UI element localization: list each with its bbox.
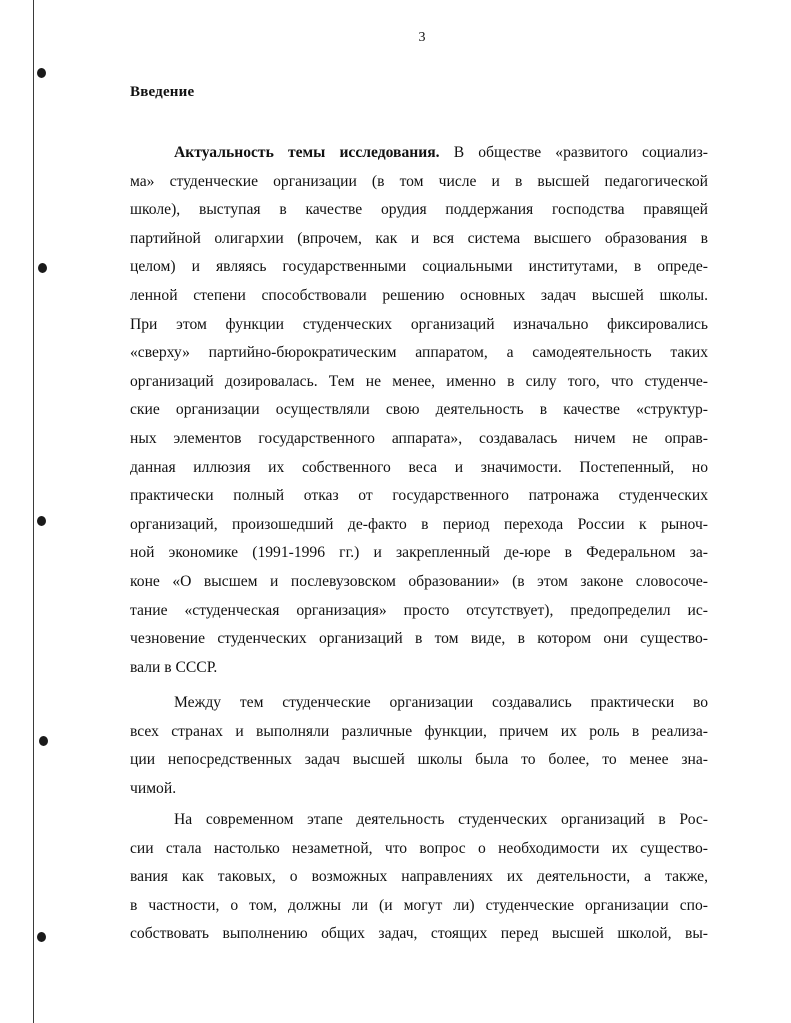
paragraph-international: [130, 689, 708, 803]
paragraph-line: чезновение студенческих организаций в том виде, в котором они существо-: [130, 630, 708, 648]
binder-hole-mark: [37, 932, 46, 942]
paragraph-lead: Актуальность темы исследования.: [174, 144, 440, 161]
page-number: 3: [418, 30, 426, 45]
paragraph-line: всех странах и выполняли различные функции, причем их роль в реализа-: [130, 722, 708, 740]
paragraph-line: коне «О высшем и послевузовском образовании» (в этом законе словосоче-: [130, 572, 708, 590]
paragraph-line: собствовать выполнению общих задач, стоящих перед высшей школой, вы-: [130, 925, 708, 943]
binder-hole-mark: [38, 263, 47, 273]
paragraph-line: вания как таковых, о возможных направлениях их деятельности, а также,: [130, 868, 708, 886]
paragraph-line: практически полный отказ от государственного патронажа студенческих: [130, 487, 708, 505]
paragraph-line: организаций дозировалась. Тем не менее, именно в силу того, что студенче-: [130, 372, 708, 390]
paragraph-line: ной экономике (1991-1996 гг.) и закрепленный де-юре в Федеральном за-: [130, 544, 708, 562]
paragraph-line: тание «студенческая организация» просто отсутствует), предопределил ис-: [130, 601, 708, 619]
paragraph-line: «сверху» партийно-бюрократическим аппаратом, а самодеятельность таких: [130, 344, 708, 362]
paragraph-line: При этом функции студенческих организаций изначально фиксировались: [130, 315, 708, 333]
paragraph-line: ские организации осуществляли свою деятельность в качестве «структур-: [130, 401, 708, 419]
paragraph-line: школе), выступая в качестве орудия поддержания господства правящей: [130, 201, 708, 219]
paragraph-line: чимой.: [130, 779, 177, 797]
paragraph-relevance: [130, 139, 708, 682]
paragraph-line: ма» студенческие организации (в том числе и в высшей педагогической: [130, 172, 708, 190]
paragraph-line: Актуальность темы исследования. В обществе «развитого социализ-: [174, 144, 708, 161]
paragraph-line: ленной степени способствовали решению основных задач высшей школы.: [130, 286, 708, 304]
section-heading: Введение: [130, 84, 195, 100]
paragraph-line: целом) и являясь государственными социальными институтами, в опреде-: [130, 258, 708, 276]
scan-edge-line: [33, 0, 34, 1023]
paragraph-current-stage: [130, 806, 708, 949]
paragraph-line: данная иллюзия их собственного веса и значимости. Постепенный, но: [130, 458, 708, 476]
paragraph-line: Между тем студенческие организации создавались практически во: [174, 694, 708, 711]
binder-hole-mark: [39, 736, 48, 746]
binder-hole-mark: [37, 68, 46, 78]
paragraph-line: партийной олигархии (впрочем, как и вся система высшего образования в: [130, 229, 708, 247]
paragraph-line: ных элементов государственного аппарата», создавалась ничем не оправ-: [130, 429, 708, 447]
binder-hole-mark: [37, 516, 46, 526]
paragraph-line: в частности, о том, должны ли (и могут ли) студенческие организации спо-: [130, 896, 708, 914]
paragraph-line: вали в СССР.: [130, 658, 218, 676]
paragraph-line: организаций, произошедший де-факто в период перехода России к рыноч-: [130, 515, 708, 533]
paragraph-line: ции непосредственных задач высшей школы была то более, то менее зна-: [130, 751, 708, 769]
paragraph-line: сии стала настолько незаметной, что вопрос о необходимости их существо-: [130, 839, 708, 857]
paragraph-line: На современном этапе деятельность студенческих организаций в Рос-: [174, 811, 708, 828]
